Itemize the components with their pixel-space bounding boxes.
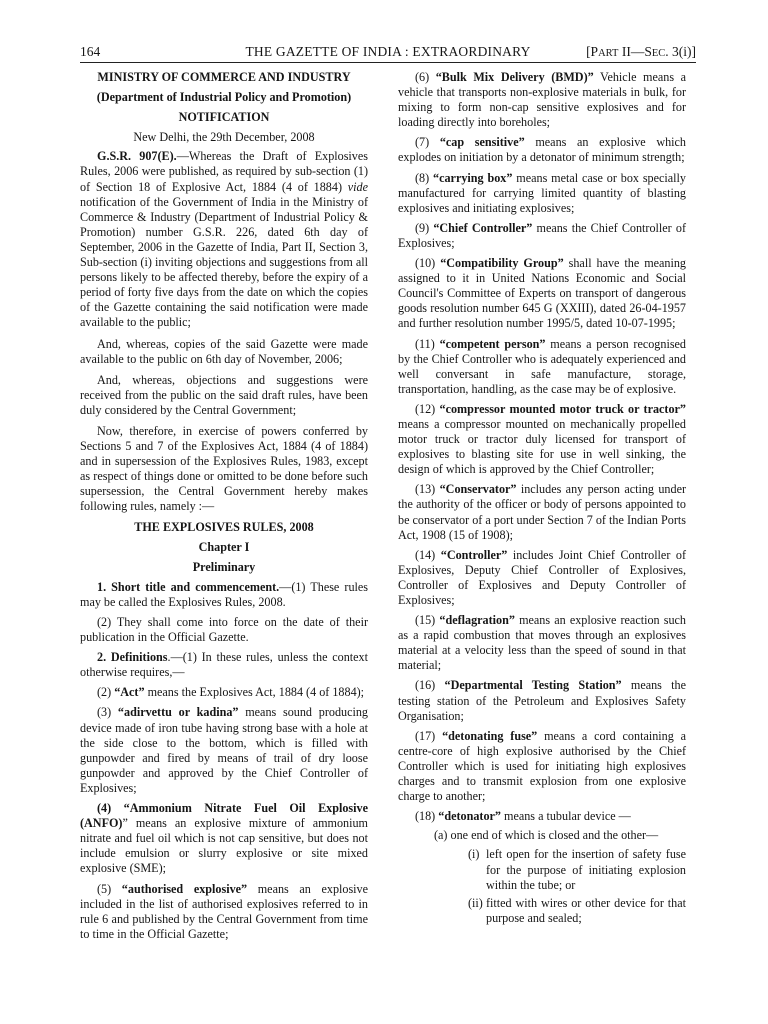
chapter-heading: Chapter I: [198, 539, 250, 554]
definition-6: (6) “Bulk Mix Delivery (BMD)” Vehicle means a vehicle that transports non-explosive materials in bulk, for mixing to form non-cap sensitive explosives and for loading directly into boreholes;: [398, 70, 686, 130]
definition-14: (14) “Controller” includes Joint Chief Controller of Explosives, Deputy Chief Controller of Explosives, Controller of Explosives and Deputy Controller of Explosives;: [398, 547, 687, 607]
rule-1-2: (2) They shall come into force on the date of their publication in the Official Gazette.: [80, 615, 368, 645]
whereas-paragraph-1: And, whereas, copies of the said Gazette were made available to the public on 6th day of November, 2006;: [80, 336, 368, 366]
left-column: [80, 70, 368, 946]
definition-13: (13) “Conservator” includes any person acting under the authority of the officer or body of persons appointed to be conservator of a port under Section 7 of the Indian Ports Act, 1908 (15 of 1908);: [398, 482, 687, 542]
right-column: [398, 70, 686, 927]
page-header: [80, 40, 696, 63]
rule-1: 1. Short title and commencement.—(1) These rules may be called the Explosives Rules, 2008.: [80, 579, 368, 609]
definition-11: (11) “competent person” means a person recognised by the Chief Controller who is adequately experienced and well conversant in safe manufacture, storage, transportation, handling, as the case may be of explosive.: [398, 336, 687, 396]
preliminary-heading: Preliminary: [192, 559, 256, 574]
gazette-title: THE GAZETTE OF INDIA : EXTRAORDINARY: [245, 44, 531, 59]
definition-12: (12) “compressor mounted motor truck or tractor” means a compressor mounted on mechanically propelled motor truck or tractor duly licensed for transport of explosives to blasting site for use in well sinking, the design of which is approved by the Chief Controller;: [398, 401, 687, 477]
definition-4: (4) “Ammonium Nitrate Fuel Oil Explosive (ANFO)” means an explosive mixture of ammonium nitrate and fuel oil which is not cap sensitive, but does not include emulsion or slurry explosive or site mixed explosive (SME);: [80, 801, 368, 876]
definition-10: (10) “Compatibility Group” shall have the meaning assigned to it in United Nations Economic and Social Council's Committee of Experts on transport of dangerous goods resolution number 645 G (XXIII), dated 26-04-1957 and further resolution number 1995/5, dated 10-07-1995;: [398, 256, 687, 331]
notification-heading: NOTIFICATION: [178, 110, 270, 125]
definition-3: (3) “adirvettu or kadina” means sound producing device made of iron tube having strong base with a hole at the side close to the bottom, which is filled with gunpowder and fired by means of trail of dry loose gunpowder and approved by the Chief Controller of Explosives;: [80, 705, 368, 795]
page-number: 164: [80, 44, 101, 59]
part-section-label: [PART II—SEC. 3(i)]: [586, 44, 696, 59]
rule-2: 2. Definitions.—(1) In these rules, unless the context otherwise requires,—: [80, 650, 368, 680]
definition-2: (2) “Act” means the Explosives Act, 1884 (4 of 1884);: [97, 685, 365, 700]
gsr-paragraph: G.S.R. 907(E).—Whereas the Draft of Explosives Rules, 2006 were published, as required by sub-section (1) of Section 18 of Explosive Act, 1884 (4 of 1884) vide notification of the Government of India in the Ministry of Commerce & Industry (Department of Industrial Policy & Promotion) number G.S.R. 226, dated 6th day of September, 2006 in the Gazette of India, Part II, Section 3, Sub-section (i) inviting objections and suggestions from all persons likely to be affected thereby, before the expiry of a period of forty five days from the date on which the copies of the Gazette containing the said notification were made available to the public;: [80, 149, 368, 330]
gsr-number: G.S.R. 907(E).: [97, 149, 177, 164]
definition-8: (8) “carrying box” means metal case or box specially manufactured for carrying limited quantity of blasting explosives and initiating explosives;: [398, 170, 686, 215]
whereas-paragraph-2: And, whereas, objections and suggestions were received from the public on the said draft rules, have been duly considered by the Central Government;: [80, 372, 368, 417]
definition-17: (17) “detonating fuse” means a cord containing a centre-core of high explosive authorised by the Chief Controller which is used for initiating high explosives charges and to transmit explosion from one explosive charge to another;: [398, 728, 687, 804]
definition-7: (7) “cap sensitive” means an explosive which explodes on initiation by a detonator of minimum strength;: [398, 135, 686, 165]
therefore-paragraph: Now, therefore, in exercise of powers conferred by Sections 5 and 7 of the Explosives Act, 1884 (4 of 1884) and in supersession of the Explosives Rules, 1983, except as respect of things done or omitted to be done before such supersession, the Central Government hereby makes following rules, namely :—: [80, 423, 368, 514]
definition-18: (18) “detonator” means a tubular device —: [415, 809, 631, 824]
department-heading: (Department of Industrial Policy and Promotion): [96, 90, 352, 105]
definition-9: (9) “Chief Controller” means the Chief Controller of Explosives;: [398, 220, 686, 250]
ministry-heading: MINISTRY OF COMMERCE AND INDUSTRY: [97, 70, 351, 84]
place-date: New Delhi, the 29th December, 2008: [133, 130, 315, 145]
definition-18-a-ii: (ii) fitted with wires or other device for that purpose and sealed;: [468, 895, 686, 925]
definition-18-a: (a) one end of which is closed and the other—: [434, 828, 659, 843]
definition-5: (5) “authorised explosive” means an explosive included in the list of authorised explosives referred to in rule 6 and published by the Central Government from time to time in the Official Gazette;: [80, 881, 369, 941]
rules-title: THE EXPLOSIVES RULES, 2008: [134, 519, 314, 534]
definition-16: (16) “Departmental Testing Station” means the testing station of the Petroleum and Explosives Safety Organisation;: [398, 678, 686, 723]
definition-15: (15) “deflagration” means an explosive reaction such as a rapid combustion that moves through an explosives material at a velocity less than the speed of sound in that material;: [398, 613, 686, 673]
definition-18-a-i: (i) left open for the insertion of safety fuse for the purpose of initiating explosion within the tube; or: [468, 847, 686, 892]
